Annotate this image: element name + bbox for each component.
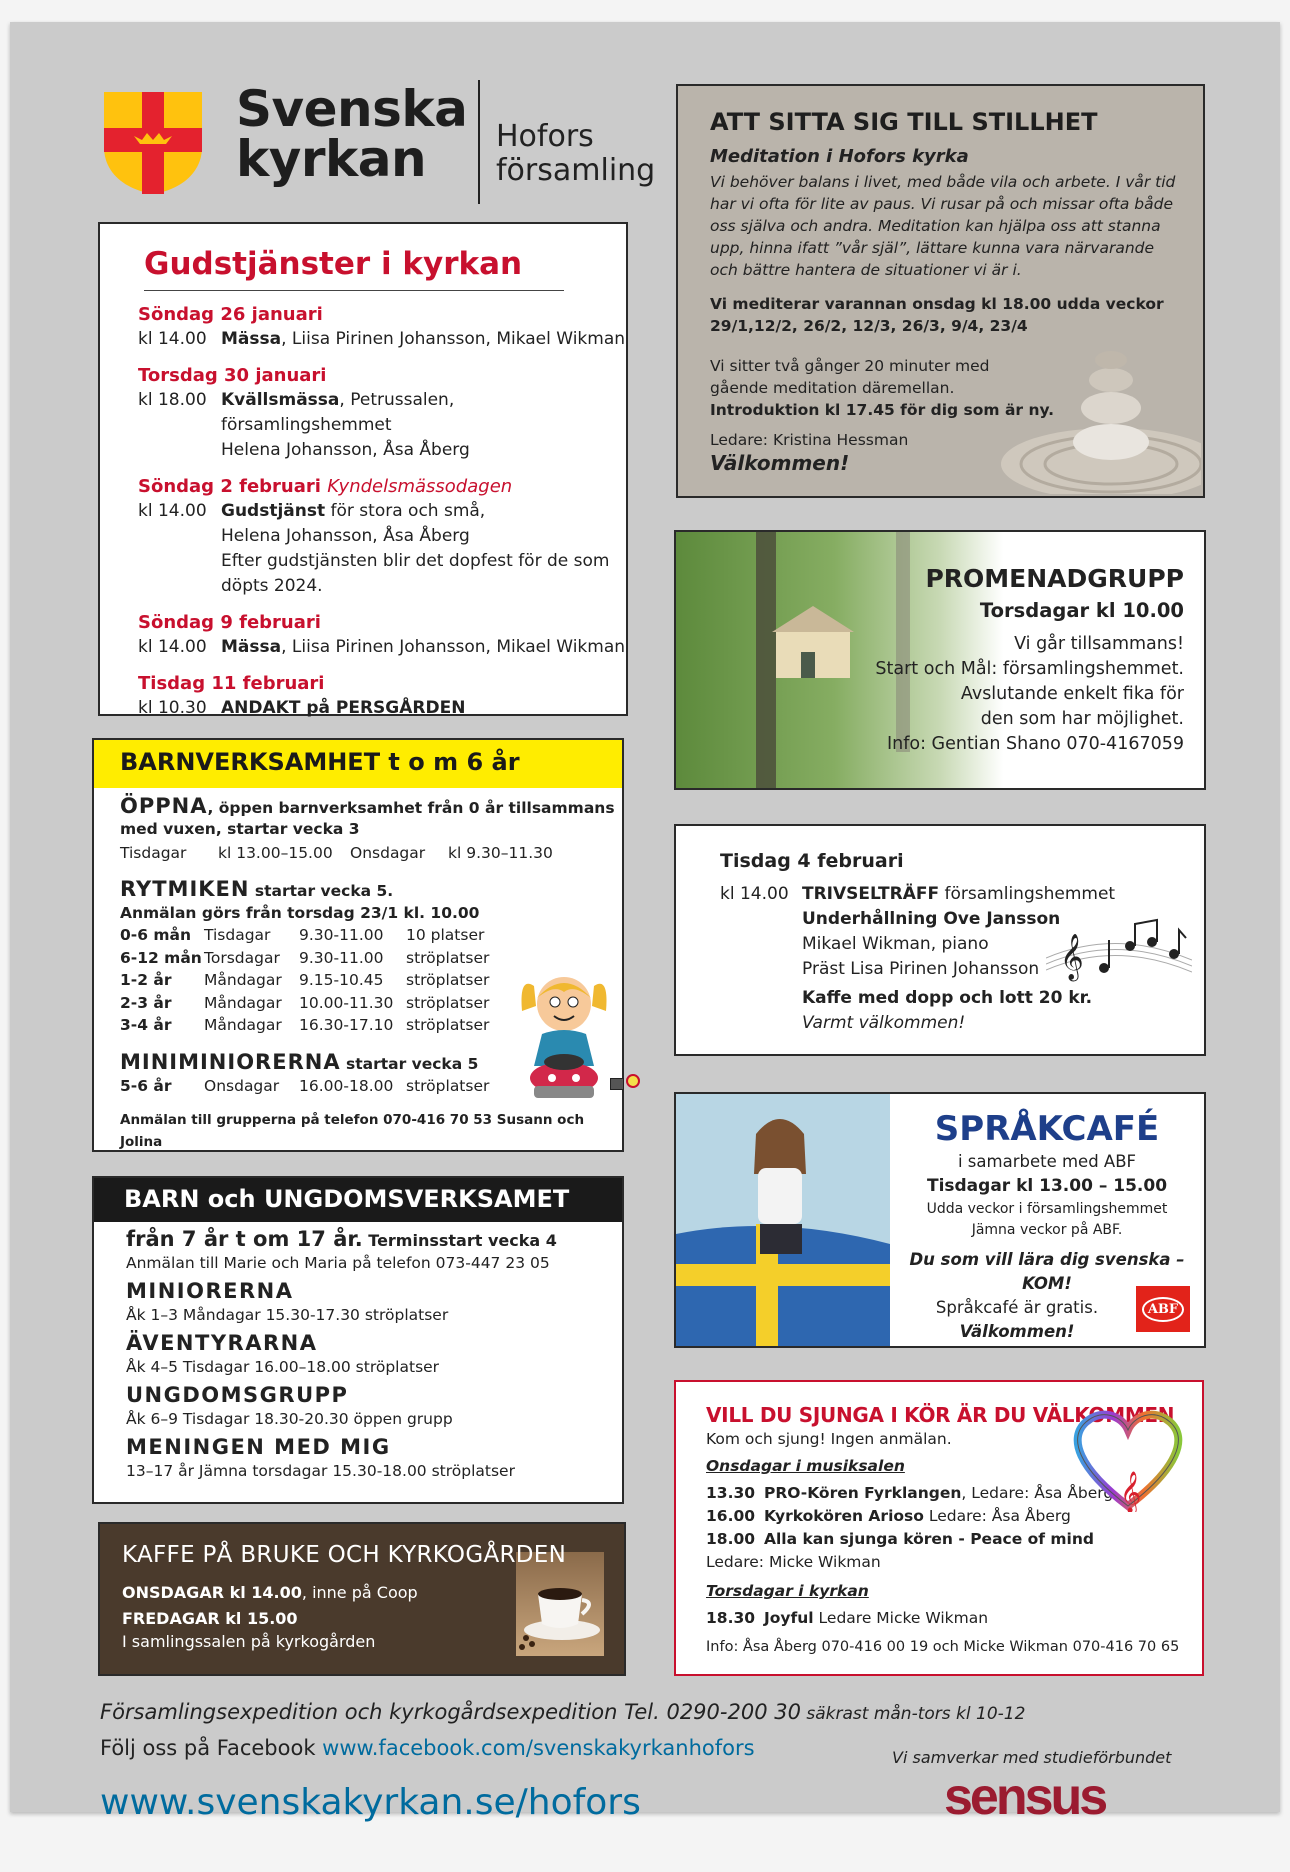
- meditation-box: [676, 84, 1205, 498]
- language-cafe-title: SPRÅKCAFÉ: [934, 1109, 1160, 1149]
- choir-name: Kyrkokören Arioso: [764, 1507, 924, 1525]
- choir-sub: Kom och sjung! Ingen anmälan.: [706, 1430, 952, 1448]
- zen-stones-photo-icon: [981, 324, 1201, 494]
- choir-thu-time: 18.30: [706, 1609, 756, 1627]
- service-date: [138, 672, 626, 696]
- meetup-welcome: Varmt välkommen!: [802, 1013, 966, 1033]
- rytmiken-note: Anmälan görs från torsdag 23/1 kl. 10.00: [120, 904, 480, 922]
- service-row: [138, 549, 626, 599]
- service-details: , Liisa Pirinen Johansson, Mikael Wikman: [281, 637, 626, 657]
- choir-thu-name: Joyful: [764, 1609, 814, 1627]
- choir-thu-row: [706, 1607, 1202, 1630]
- service-description: [221, 327, 626, 352]
- choir-row: [706, 1528, 1202, 1551]
- oppna-section: [120, 796, 622, 840]
- choir-leader: Ledare: Åsa Åberg: [923, 1507, 1071, 1525]
- walking-group-line: Start och Mål: församlingshemmet.: [875, 659, 1184, 679]
- service-details: , Liisa Pirinen Johansson, Mikael Wikman: [281, 329, 626, 349]
- rytmiken-cell: Måndagar: [204, 1016, 282, 1034]
- meditation-welcome: Välkommen!: [710, 451, 850, 475]
- services-list: [138, 303, 626, 721]
- walking-group-line: Vi går tillsammans!: [1014, 634, 1184, 654]
- svg-text:𝄞: 𝄞: [1120, 1472, 1142, 1512]
- service-time: [138, 438, 221, 463]
- office-hours: säkrast mån-tors kl 10-12: [800, 1704, 1026, 1724]
- rytmiken-cell: 2-3 år: [120, 993, 172, 1012]
- website-link[interactable]: www.svenskakyrkan.se/hofors: [100, 1782, 641, 1823]
- youth-age: från 7 år t om 17 år.: [126, 1227, 363, 1251]
- choir-box: [674, 1380, 1204, 1676]
- walking-group-time: Torsdagar kl 10.00: [979, 599, 1184, 622]
- service-date: [138, 303, 626, 327]
- service-description: [221, 696, 626, 721]
- choir-info: Info: Åsa Åberg 070-416 00 19 och Micke Wikman 070-416 70 65: [706, 1639, 1180, 1655]
- rytmiken-cell: 0-6 mån: [120, 926, 192, 944]
- services-title: Gudstjänster i kyrkan: [144, 246, 564, 291]
- choir-wed-heading: Onsdagar i musiksalen: [706, 1457, 905, 1475]
- facebook-label: Följ oss på Facebook: [100, 1736, 323, 1760]
- choir-time: 18.00: [706, 1530, 756, 1548]
- meetup-event-name: TRIVSELTRÄFF: [802, 884, 940, 904]
- choir-thu-heading: Torsdagar i kyrkan: [706, 1582, 869, 1600]
- rytmiken-cell: 6-12 mån: [120, 948, 202, 967]
- choir-time: 16.00: [706, 1507, 756, 1525]
- youth-group-name: UNGDOMSGRUPP: [126, 1383, 349, 1407]
- rytmiken-cell: ströplatser: [406, 1016, 490, 1034]
- choir-title: VILL DU SJUNGA I KÖR ÄR DU VÄLKOMMEN: [706, 1403, 1175, 1427]
- service-row: [138, 635, 626, 660]
- service-description: [221, 388, 626, 438]
- meetup-date: Tisdag 4 februari: [720, 850, 904, 872]
- language-cafe-free: Språkcafé är gratis.: [935, 1298, 1099, 1317]
- walking-group-box: [674, 530, 1206, 790]
- mini-cell: ströplatser: [406, 1076, 490, 1095]
- service-time: kl 14.00: [138, 501, 207, 521]
- coffee-fri-place: I samlingssalen på kyrkogården: [122, 1632, 376, 1651]
- mini-cell: 5-6 år: [120, 1076, 172, 1095]
- service-row: [138, 696, 626, 721]
- girl-in-toy-car-illustration-icon: [514, 966, 614, 1104]
- facebook-row: [100, 1736, 755, 1760]
- social-meetup-box: [674, 824, 1206, 1056]
- service-time: kl 18.00: [138, 390, 207, 410]
- church-shield-logo-icon: [104, 92, 202, 194]
- walking-group-details: [875, 632, 1184, 757]
- service-row: [138, 388, 626, 438]
- service-details: Helena Johansson, Åsa Åberg: [221, 440, 470, 460]
- choir-name: Alla kan sjunga kören - Peace of mind: [764, 1530, 1095, 1548]
- music-notes-icon: [1046, 918, 1192, 984]
- service-feast-name: Kyndelsmässodagen: [327, 476, 513, 497]
- youth-header: BARN och UNGDOMSVERKSAMET: [94, 1178, 622, 1222]
- language-cafe-partner: i samarbete med ABF: [957, 1152, 1137, 1171]
- choir-name: PRO-Kören Fyrklangen: [764, 1484, 962, 1502]
- rytmiken-cell: Torsdagar: [204, 948, 280, 967]
- youth-group-info: 13–17 år Jämna torsdagar 15.30-18.00 ströplatser: [126, 1462, 515, 1480]
- youth-contact: Anmälan till Marie och Maria på telefon 073-447 23 05: [126, 1254, 550, 1272]
- office-phone: Församlingsexpedition och kyrkogårdsexpedition Tel. 0290-200 30: [100, 1700, 801, 1724]
- meetup-coffee: Kaffe med dopp och lott 20 kr.: [802, 988, 1093, 1008]
- service-name: Mässa: [221, 637, 282, 657]
- service-name: Gudstjänst: [221, 501, 326, 521]
- rytmiken-cell: ströplatser: [406, 948, 490, 967]
- service-details: , Petrussalen, församlingshemmet: [221, 390, 455, 435]
- meditation-leader: Ledare: Kristina Hessman: [710, 431, 909, 449]
- meetup-place: församlingshemmet: [939, 884, 1116, 904]
- oppna-title: ÖPPNA: [120, 794, 208, 818]
- letter-block-icon: [626, 1074, 640, 1088]
- service-description: [221, 524, 626, 549]
- youth-groups: [126, 1278, 622, 1482]
- coffee-wed-place: , inne på Coop: [301, 1583, 418, 1602]
- abf-logo: [1136, 1286, 1190, 1332]
- childrens-contact: Anmälan till grupperna på telefon 070-416 70 53 Susann och Jolina: [120, 1112, 585, 1150]
- walking-group-title: PROMENADGRUPP: [925, 564, 1184, 593]
- rytmiken-cell: 9.30-11.00: [299, 926, 384, 944]
- service-row: [138, 438, 626, 463]
- logo-wordmark: [236, 80, 468, 188]
- service-day-label: Torsdag 30 januari: [138, 365, 327, 386]
- youth-group-name: MENINGEN MED MIG: [126, 1435, 391, 1459]
- service-description: [221, 635, 626, 660]
- logo-line-2: kyrkan: [236, 130, 427, 188]
- rytmiken-cell: ströplatser: [406, 993, 490, 1012]
- miniminiorerna-title: MINIMINIORERNA: [120, 1049, 341, 1074]
- service-date: [138, 611, 626, 635]
- oppna-time-2: kl 9.30–11.30: [448, 844, 553, 862]
- oppna-time-1: kl 13.00–15.00: [218, 844, 333, 862]
- rytmiken-cell: 10.00-11.30: [299, 993, 394, 1012]
- service-time: [138, 549, 221, 599]
- rytmiken-row: [120, 924, 622, 947]
- meditation-subtitle: Meditation i Hofors kyrka: [710, 146, 969, 167]
- youth-activities-box: [92, 1176, 624, 1504]
- service-description: [221, 549, 626, 599]
- youth-group-name: MINIORERNA: [126, 1279, 294, 1303]
- rytmiken-cell: 9.15-10.45: [299, 971, 384, 989]
- service-time: kl 10.30: [138, 698, 207, 718]
- walking-group-line: Info: Gentian Shano 070-4167059: [886, 734, 1184, 754]
- walking-group-text: [875, 562, 1184, 757]
- rytmiken-cell: 10 platser: [406, 926, 485, 944]
- service-time: [138, 524, 221, 549]
- language-cafe-odd-weeks: Udda veckor i församlingshemmet: [926, 1201, 1168, 1217]
- service-details: för stora och små,: [325, 501, 486, 521]
- service-date: [138, 475, 626, 499]
- service-time: kl 14.00: [138, 329, 207, 349]
- rytmiken-cell: Tisdagar: [204, 926, 271, 944]
- meetup-event: [802, 882, 1115, 907]
- rytmiken-cell: Måndagar: [204, 993, 282, 1012]
- rytmiken-sub: startar vecka 5.: [249, 882, 394, 900]
- childrens-header: BARNVERKSAMHET t o m 6 år: [94, 740, 622, 788]
- mini-cell: 16.00-18.00: [299, 1076, 394, 1095]
- language-cafe-call: Du som vill lära dig svenska – KOM!: [909, 1250, 1185, 1293]
- parish-name: [496, 120, 655, 188]
- service-description: [221, 499, 626, 524]
- facebook-link[interactable]: www.facebook.com/svenskakyrkanhofors: [322, 1736, 755, 1760]
- service-row: [138, 499, 626, 524]
- rytmiken-cell: Måndagar: [204, 971, 282, 989]
- meetup-piano: Mikael Wikman, piano: [802, 934, 989, 954]
- svg-text:𝄞: 𝄞: [1060, 934, 1084, 980]
- musical-heart-icon: [1068, 1408, 1188, 1512]
- service-day-label: Tisdag 11 februari: [138, 673, 325, 694]
- service-day-label: Söndag 2 februari: [138, 476, 321, 497]
- rytmiken-title: RYTMIKEN: [120, 877, 250, 901]
- abf-logo-text: ABF: [1142, 1297, 1184, 1322]
- service-details: Helena Johansson, Åsa Åberg: [221, 526, 470, 546]
- service-name: Mässa: [221, 329, 282, 349]
- service-day-label: Söndag 9 februari: [138, 612, 321, 633]
- meetup-time: kl 14.00: [720, 884, 789, 904]
- language-cafe-even-weeks: Jämna veckor på ABF.: [971, 1222, 1123, 1238]
- meditation-schedule: Vi mediterar varannan onsdag kl 18.00 udda veckor 29/1,12/2, 26/2, 12/3, 26/3, 9/4, 23/4: [710, 295, 1164, 335]
- service-details: Efter gudstjänsten blir det dopfest för de som döpts 2024.: [221, 551, 610, 596]
- mini-cell: Onsdagar: [204, 1076, 280, 1095]
- logo-divider: [478, 80, 480, 204]
- parish-line-2: församling: [496, 153, 656, 188]
- rytmiken-cell: 1-2 år: [120, 971, 172, 989]
- youth-group-name: ÄVENTYRARNA: [126, 1331, 318, 1355]
- service-description: [221, 438, 626, 463]
- meditation-intro: Vi behöver balans i livet, med både vila och arbete. I vår tid har vi ofta för lite av paus. Vi rusar på och missar ofta både oss själva och andra. Meditation kan hjälpa oss att stanna upp, hinna ifatt ”vår själ”, lättare kunna vara närvarande och bättre hantera de situationer vi är i.: [710, 173, 1176, 279]
- coffee-fri: FREDAGAR kl 15.00: [122, 1609, 298, 1628]
- meditation-format: Vi sitter två gånger 20 minuter med gående meditation däremellan.: [710, 357, 990, 397]
- partner-note: Vi samverkar med studieförbundet: [892, 1748, 1172, 1767]
- rytmiken-cell: 3-4 år: [120, 1016, 172, 1034]
- choir-wed-leader: Ledare: Micke Wikman: [706, 1553, 881, 1571]
- oppna-day-2: Onsdagar: [350, 844, 426, 862]
- logo-line-1: Svenska: [236, 80, 468, 138]
- service-date: [138, 364, 626, 388]
- meetup-entertainment: Underhållning Ove Jansson: [802, 909, 1061, 929]
- parish-line-1: Hofors: [496, 119, 594, 154]
- choir-time: 13.30: [706, 1484, 756, 1502]
- service-row: [138, 524, 626, 549]
- meetup-priest: Präst Lisa Pirinen Johansson: [802, 959, 1040, 979]
- oppna-times: [120, 842, 622, 864]
- service-time: kl 14.00: [138, 637, 207, 657]
- youth-age-row: [126, 1228, 622, 1252]
- youth-group-info: Åk 6–9 Tisdagar 18.30-20.30 öppen grupp: [126, 1410, 453, 1428]
- walking-group-line: den som har möjlighet.: [980, 709, 1184, 729]
- sensus-logo: sensus: [944, 1768, 1106, 1826]
- youth-group-info: Åk 4–5 Tisdagar 16.00–18.00 ströplatser: [126, 1358, 440, 1376]
- service-day-label: Söndag 26 januari: [138, 304, 323, 325]
- language-cafe-box: [674, 1092, 1206, 1348]
- oppna-day-1: Tisdagar: [120, 844, 187, 862]
- rytmiken-title-row: [120, 878, 622, 902]
- rytmiken-cell: 9.30-11.00: [299, 948, 384, 967]
- service-name: ANDAKT på PERSGÅRDEN: [221, 698, 466, 718]
- coffee-title: KAFFE PÅ BRUKE OCH KYRKOGÅRDEN: [122, 1542, 567, 1568]
- coffee-box: [98, 1522, 626, 1676]
- childrens-activities-box: [92, 738, 624, 1152]
- mini-sub: startar vecka 5: [340, 1054, 479, 1073]
- rytmiken-cell: ströplatser: [406, 971, 490, 989]
- choir-thu-leader: Ledare Micke Wikman: [813, 1609, 989, 1627]
- language-cafe-time: Tisdagar kl 13.00 – 15.00: [926, 1176, 1168, 1196]
- coffee-wed: ONSDAGAR kl 14.00: [122, 1583, 302, 1602]
- office-contact: [100, 1700, 1025, 1724]
- youth-term-start: Terminsstart vecka 4: [362, 1231, 557, 1250]
- service-name: Kvällsmässa: [221, 390, 340, 410]
- youth-group-info: Åk 1–3 Måndagar 15.30-17.30 ströplatser: [126, 1306, 449, 1324]
- language-cafe-welcome: Välkommen!: [959, 1322, 1075, 1341]
- oppna-desc: , öppen barnverksamhet från 0 år tillsammans med vuxen, startar vecka 3: [120, 799, 615, 838]
- choir-leader: , Ledare: Åsa Åberg: [961, 1484, 1114, 1502]
- service-row: [138, 327, 626, 352]
- rytmiken-cell: 16.30-17.10: [299, 1016, 394, 1034]
- services-box: [98, 222, 628, 716]
- meditation-intro-time: Introduktion kl 17.45 för dig som är ny.: [710, 401, 1055, 419]
- walking-group-line: Avslutande enkelt fika för: [960, 684, 1184, 704]
- girl-with-swedish-flag-photo-icon: [676, 1094, 890, 1346]
- meditation-title: ATT SITTA SIG TILL STILLHET: [710, 108, 1098, 136]
- letter-block-icon: [610, 1078, 624, 1090]
